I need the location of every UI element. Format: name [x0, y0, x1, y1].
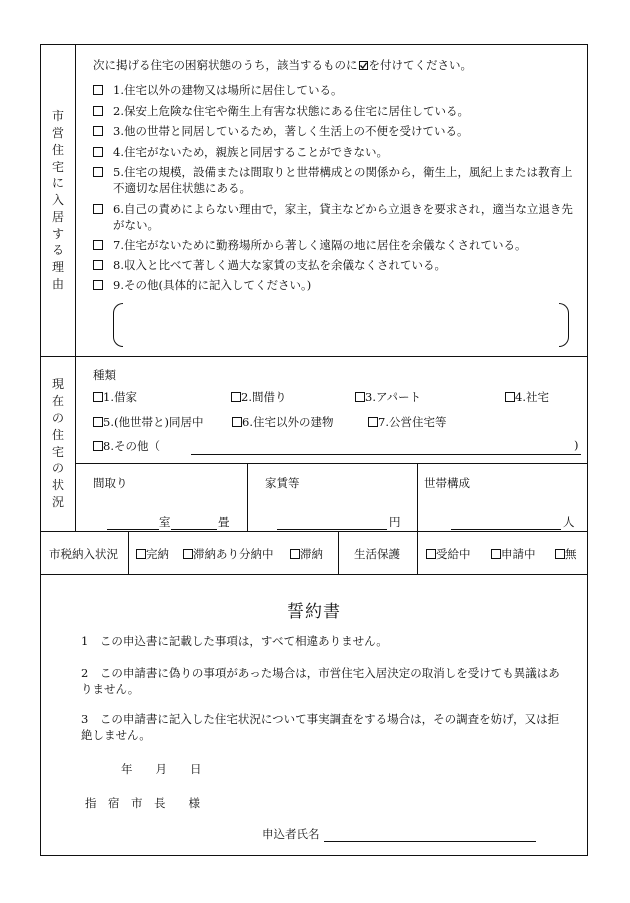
pledge-line-1: 1 この申込書に記載した事項は，すべて相違ありません。	[81, 634, 388, 648]
checkbox[interactable]	[93, 85, 103, 95]
reason-item-6: 6.自己の責めによらない理由で，家主，貸主などから立退きを要求され，適当な立退き先がない。	[93, 201, 583, 235]
checkbox[interactable]	[555, 549, 565, 559]
checkbox[interactable]	[93, 204, 103, 214]
pledge-addressee: 指 宿 市 長 様	[85, 796, 200, 810]
reason-item-4: 4.住宅がないため，親族と同居することができない。	[93, 144, 583, 160]
tax-option-arrears: 滞納	[290, 546, 323, 562]
pledge-title: 誓約書	[287, 602, 341, 622]
checkbox[interactable]	[491, 549, 501, 559]
checkbox[interactable]	[368, 417, 378, 427]
checkbox[interactable]	[93, 417, 103, 427]
kind-option-4: 4.社宅	[505, 389, 549, 405]
tatami-unit: 畳	[218, 515, 230, 529]
checkbox[interactable]	[93, 260, 103, 270]
kind-other-underline[interactable]	[191, 454, 581, 455]
divider-current-tax	[41, 531, 587, 532]
checkbox[interactable]	[232, 417, 242, 427]
room-count-field[interactable]	[107, 529, 159, 530]
reason-item-1: 1.住宅以外の建物又は場所に居住している。	[93, 82, 583, 98]
divider-reason-current	[41, 356, 587, 357]
divider-tax-label	[128, 531, 129, 574]
kind-option-1: 1.借家	[93, 389, 137, 405]
current-side-label: 現 在 の 住 宅 の 状 況	[51, 377, 64, 509]
checked-box-icon	[359, 61, 368, 70]
tax-option-installment: 滞納あり分納中	[183, 546, 274, 562]
checkbox[interactable]	[290, 549, 300, 559]
welfare-label: 生活保護	[354, 547, 400, 561]
rent-field[interactable]	[277, 529, 387, 530]
divider-current-sub	[75, 463, 587, 464]
reason-side-label: 市 営 住 宅 に 入 居 す る 理 由	[51, 109, 64, 292]
checkbox[interactable]	[93, 392, 103, 402]
divider-tax-pledge	[41, 574, 587, 575]
checkbox[interactable]	[93, 126, 103, 136]
reason-item-7: 7.住宅がないために勤務場所から著しく遠隔の地に居住を余儀なくされている。	[93, 237, 583, 253]
checkbox[interactable]	[93, 280, 103, 290]
household-label: 世帯構成	[424, 476, 470, 490]
divider-welfare-options	[417, 531, 418, 574]
reason-item-2: 2.保安上危険な住宅や衛生上有害な状態にある住宅に居住している。	[93, 103, 583, 119]
checkbox[interactable]	[93, 240, 103, 250]
kind-option-5: 5.(他世帯と)同居中	[93, 414, 203, 430]
divider-tax-welfare	[338, 531, 339, 574]
rent-label: 家賃等	[265, 476, 300, 490]
kind-option-6: 6.住宅以外の建物	[232, 414, 333, 430]
pledge-line-3: 3 この申請書に記入した住宅状況について事実調査をする場合は，その調査を妨げ，又は拒絶しません。	[81, 712, 560, 742]
madori-label: 間取り	[93, 476, 128, 490]
kind-label: 種類	[93, 368, 116, 382]
reason-item-8: 8.収入と比べて著しく過大な家賃の支払を余儀なくされている。	[93, 257, 583, 273]
checkbox[interactable]	[355, 392, 365, 402]
other-reason-bracket-left	[113, 303, 123, 347]
tax-label: 市税納入状況	[49, 547, 118, 561]
checkbox[interactable]	[231, 392, 241, 402]
welfare-option-applying: 申請中	[491, 546, 536, 562]
checkbox[interactable]	[93, 147, 103, 157]
checkbox[interactable]	[93, 106, 103, 116]
applicant-label: 申込者氏名	[262, 827, 320, 841]
applicant-name-field[interactable]	[324, 841, 536, 842]
kind-option-7: 7.公営住宅等	[368, 414, 446, 430]
other-reason-bracket-right	[559, 303, 569, 347]
checkbox[interactable]	[183, 549, 193, 559]
welfare-option-receiving: 受給中	[426, 546, 471, 562]
reason-instruction: 次に掲げる住宅の困窮状態のうち，該当するものに を付けてください。	[93, 58, 472, 72]
kind-other-close: )	[574, 438, 579, 452]
checkbox[interactable]	[426, 549, 436, 559]
label-column-divider	[75, 45, 76, 531]
other-reason-field[interactable]	[125, 303, 557, 347]
reason-item-9: 9.その他(具体的に記入してください。)	[93, 277, 583, 293]
tatami-field[interactable]	[171, 529, 217, 530]
application-form	[40, 44, 588, 856]
checkbox[interactable]	[93, 441, 103, 451]
checkbox[interactable]	[136, 549, 146, 559]
checkbox[interactable]	[505, 392, 515, 402]
divider-rent-household	[417, 463, 418, 531]
checkbox[interactable]	[93, 167, 103, 177]
reason-item-5: 5.住宅の規模，設備または間取りと世帯構成との関係から，衛生上，風紀上または教育上不適切な居住状態にある。	[93, 164, 583, 198]
pledge-line-2: 2 この申請書に偽りの事項があった場合は，市営住宅入居決定の取消しを受けても異議はありません。	[81, 666, 560, 696]
reason-item-3: 3.他の世帯と同居しているため，著しく生活上の不便を受けている。	[93, 123, 583, 139]
kind-option-3: 3.アパート	[355, 389, 421, 405]
kind-option-2: 2.間借り	[231, 389, 286, 405]
tax-option-paid: 完納	[136, 546, 169, 562]
pledge-date: 年 月 日	[121, 762, 202, 776]
divider-madori-rent	[247, 463, 248, 531]
welfare-option-none: 無	[555, 546, 577, 562]
yen-unit: 円	[389, 515, 401, 529]
household-field[interactable]	[451, 529, 561, 530]
people-unit: 人	[563, 515, 575, 529]
room-unit: 室	[159, 515, 171, 529]
kind-option-8: 8.その他（	[93, 438, 160, 454]
